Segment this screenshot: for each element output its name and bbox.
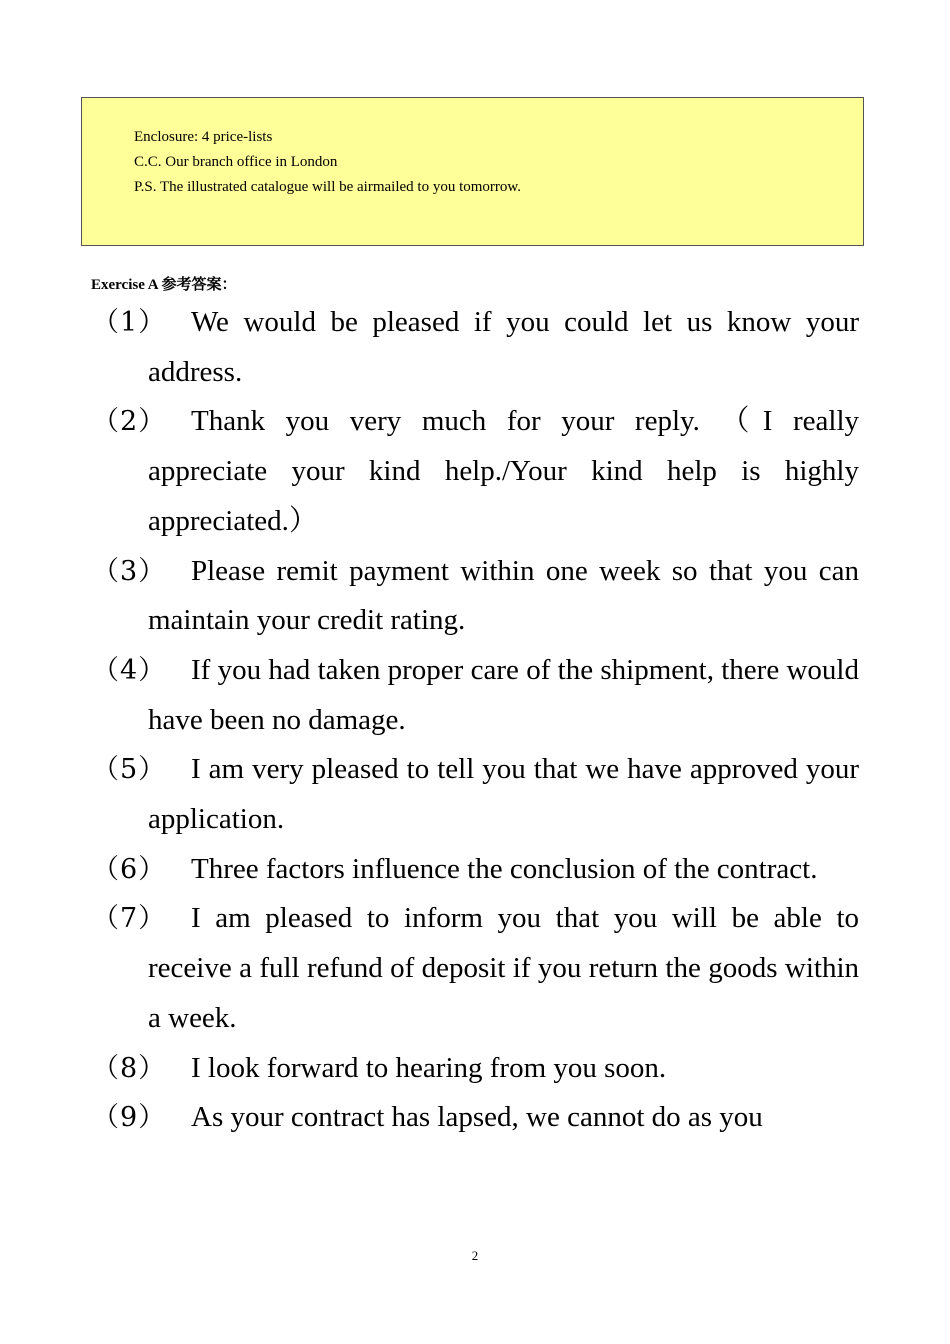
answer-text: I look forward to hearing from you soon.: [191, 1051, 667, 1084]
answer-text: As your contract has lapsed, we cannot do as you: [191, 1101, 763, 1134]
answer-number: （4）: [92, 654, 167, 686]
answer-item-5: [92, 745, 859, 844]
answer-text: I am pleased to inform you that you will be able to receive a full refund of deposit if you return the goods within a week.: [148, 902, 859, 1034]
answer-text: We would be pleased if you could let us know your address.: [148, 306, 859, 388]
answer-item-9: [92, 1093, 859, 1143]
answer-number: （5）: [92, 754, 167, 786]
answer-text: If you had taken proper care of the shipment, there would have been no damage.: [148, 653, 859, 736]
answer-number: （3）: [92, 555, 167, 587]
answer-item-8: [92, 1044, 859, 1094]
answer-list: [92, 298, 859, 1143]
page-number: 2: [471, 1248, 479, 1263]
answer-number: （7）: [92, 903, 167, 935]
answer-number: （9）: [92, 1102, 167, 1134]
enclosure-line: Enclosure: 4 price-lists: [134, 129, 273, 145]
answer-number: （6）: [92, 853, 167, 885]
answer-item-1: [92, 298, 859, 397]
answer-text: Please remit payment within one week so that you can maintain your credit rating.: [148, 554, 859, 637]
enclosure-note-box: [81, 97, 864, 246]
answer-text: Three factors influence the conclusion of the contract.: [191, 852, 818, 885]
ps-line: P.S. The illustrated catalogue will be airmailed to you tomorrow.: [134, 179, 522, 195]
answer-number: （8）: [92, 1052, 167, 1084]
answer-number: （1）: [92, 307, 167, 338]
enclosure-note-lines: [134, 125, 521, 200]
answer-text: Thank you very much for your reply. （I really appreciate your kind help./Your kind help is highly appreciated.）: [148, 405, 859, 537]
answer-item-6: [92, 845, 859, 895]
answer-number: （2）: [92, 406, 167, 438]
answer-item-3: [92, 547, 859, 646]
answer-item-7: [92, 894, 859, 1043]
answer-item-2: [92, 397, 859, 546]
answer-text: I am very pleased to tell you that we have approved your application.: [148, 753, 859, 836]
answer-item-4: [92, 646, 859, 745]
cc-line: C.C. Our branch office in London: [134, 154, 338, 170]
exercise-heading: Exercise A 参考答案：: [91, 277, 237, 293]
